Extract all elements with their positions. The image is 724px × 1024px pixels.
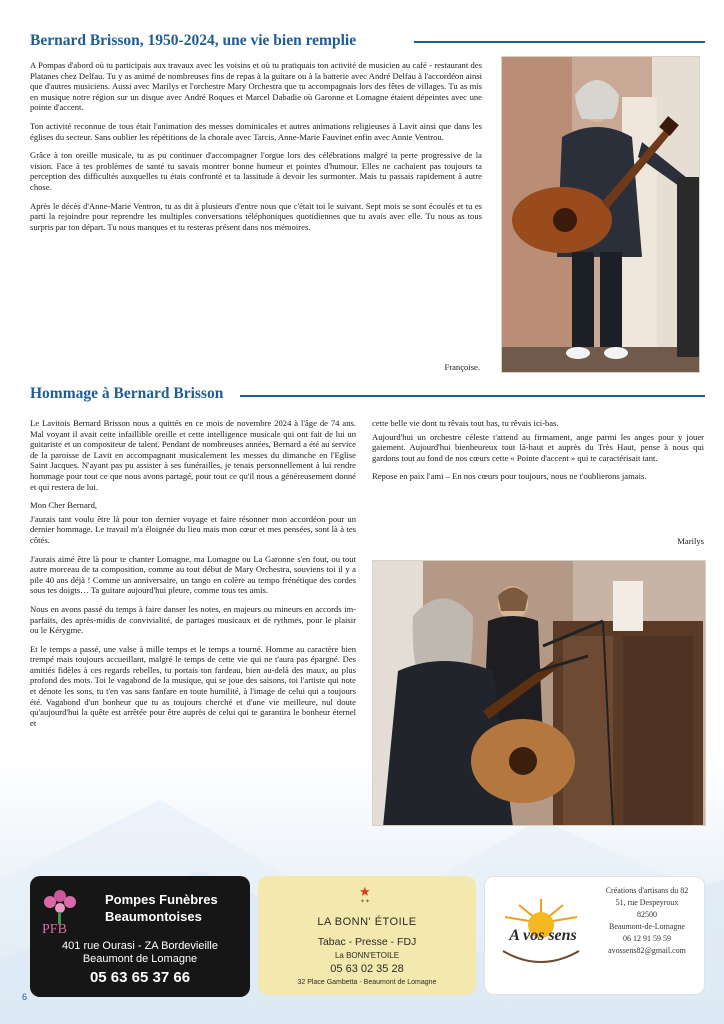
tabac-name: LA BONN' ÉTOILE — [317, 916, 417, 928]
funeral-city: Beaumont de Lomagne — [82, 953, 198, 965]
funeral-title-line2: Beaumontoises — [105, 909, 202, 924]
avossens-info — [591, 885, 703, 957]
page-number: 6 — [22, 992, 28, 1002]
article2-left-column — [30, 418, 356, 736]
article2-paragraph: J'aurais tant voulu être là pour ton dernier voyage et faire résonner mon accordéon pour un dernier hommage. Le travail m'a éloignée du lieu mais mon cœur et mes pensées, sont là à tes côtés. — [30, 513, 356, 545]
article2-paragraph: Le Lavitois Bernard Brisson nous a quittés en ce mois de novembre 2024 à l'âge de 74 ans. Mal voyant il avait cette infaillible oreille et cette intelligence musicale qui ont fait de lui un guitariste et un compositeur de talent. Pendant de nombreuses années, Bernard a été au service de la paroisse de Lavit en accompagnant musicalement les messes du dimanche en l'Eglise Saint Jacques. N'ayant pas pu assister à ses funérailles, je tenais personnellement à lui rendre hommage pour tout ce que nous avons partagé, pour tout ce qu'il nous a généreusement donné et qui restera de lui. — [30, 418, 356, 492]
article2-title: Hommage à Bernard Brisson — [30, 385, 224, 402]
avossens-line: 82500 — [637, 910, 657, 919]
article1-paragraph: Grâce à ton oreille musicale, tu as pu continuer d'accompagner l'orgue lors des célébrations malgré ta perte progressive de la vision. Face à tes problèmes de santé tu savais montrer bonne humeur et pointes d'humour. Elles ne cachaient pas toujours ta perception des difficultés auxquelles tu étais confronté et ta lassitude à devoir les surmonter. Mais tu passais rapidement à autre chose. — [30, 150, 482, 192]
tabac-activity: Tabac - Presse - FDJ — [317, 936, 417, 948]
article2-paragraph: J'aurais aimé être là pour te chanter Lomagne, ma Lomagne ou La Garonne s'en fout, ou tout autre morceau de ta composition, comme au tout début de Mary Orchestra, souviens toi il y a pile 40 ans déjà ! Comme un anniversaire, un tango en colère au tempo frénétique des cordes sous tes doigts… Ta guitare aujourd'hui pleure, comme tous tes amis. — [30, 553, 356, 596]
avossens-line: 51, rue Despeyroux — [615, 898, 679, 907]
avossens-line: Créations d'artisans du 82 — [605, 886, 689, 895]
star-icon: ★ — [359, 884, 371, 899]
article1-signature: Françoise. — [444, 362, 480, 372]
ad-pompes-funebres[interactable] — [30, 876, 250, 997]
tabac-subname: La BONN'ETOILE — [334, 951, 400, 960]
article2-paragraph: Repose en paix l'ami – En nos cœurs pour toujours, nous ne t'oublierons jamais. — [372, 471, 647, 482]
a-vos-sens-logo-text: A vos sens — [509, 927, 577, 944]
article1-paragraph: Ton activité reconnue de tous était l'animation des messes dominicales et autres animations religieuses à Lavit ainsi que dans les églises du secteur. Sans oublier les répétitions de la chorale avec Tarcis, Anne-Marie Fauvinet enfin avec Annie Ventrou. — [30, 120, 482, 142]
article2-paragraph: Et le temps a passé, une valse à mille temps et le temps a tourné. Homme au caractère bien trempé mais toujours accueillant, malgré le temps de cette vie qui ne t'aura pas épargné. Des amitiés fidèles à ces regards rebelles, tu portais ton fardeau, bien au-delà des maux, au plus profond des mots. Toi le vagabond de la musique, qui se joue des saisons, toi l'artiste qui note et dénote les sons, tu t'en vas sans fanfare en toute humilité, à l'image de celui qui a toujours été. Vagabond d'un bonheur que tu as toujours cherché et d'une vie meilleure, nul doute qu'aujourd'hui la quête est arrêtée pour être auprès de celui qui te garantira le bonheur éternel et — [30, 643, 356, 728]
funeral-address: 401 rue Ourasi - ZA Bordevieille — [62, 940, 218, 952]
article1-paragraph: Après le décès d'Anne-Marie Ventron, tu as dit à plusieurs d'entre nous que c'était toi le suivant. Sept mois se sont écoulés et tu es parti la rejoindre pour reprendre les multiples conversations téléphoniques quotidiennes que tu avais avec elle. Tu nous as tous surpris par ton départ. Tu nous manques et tu resteras présent dans nos mémoires. — [30, 200, 482, 232]
title-rule — [414, 41, 705, 43]
article2-right-column — [372, 418, 704, 490]
avossens-phone: 06 12 91 59 59 — [623, 934, 671, 943]
tabac-address: 32 Place Gambetta - Beaumont de Lomagne — [297, 979, 437, 986]
article2-salutation: Mon Cher Bernard, — [30, 500, 98, 511]
avossens-email[interactable]: avossens82@gmail.com — [608, 946, 686, 955]
article1-body — [30, 60, 482, 240]
sparkle-icon: ✦✦ — [360, 899, 371, 905]
photo-bernard-guitar — [501, 56, 700, 373]
ad-bonn-etoile[interactable] — [258, 876, 476, 995]
article1-paragraph: A Pompas d'abord où tu participais aux travaux avec les voisins et où tu pratiquais ton activité de musicien au café - restaurant des Platanes chez Delfau. Tu y as animé de nombreuses fins de repas à la guitare ou à la batterie avec André Delfau à l'accordéon ainsi que d'autres musiciens. Aussi avec Marilys et l'orchestre Mary Orchestra que tu accompagnais lors des fêtes de villages. Tu as mis en musique notre région sur un disque avec André Roques et Marcel Dabadie où Garonne et Lomagne étaient dépeintes avec une pointe d'accent. — [30, 60, 482, 113]
article1-title: Bernard Brisson, 1950-2024, une vie bien remplie — [30, 32, 357, 49]
pfb-logo — [38, 888, 100, 940]
article2-paragraph: Aujourd'hui un orchestre céleste t'attend au firmament, ange parmi les anges pour y jouer gaiement. Aujourd'hui bienheureux tout là-haut et auprès du Très Haut, pense à nous qui gardons tout au fond de nos cœurs cette « Pointe d'accent » qui te caractérisait tant. — [372, 431, 704, 463]
article2-signature: Marilys — [677, 536, 704, 546]
ad-a-vos-sens[interactable] — [484, 876, 705, 995]
funeral-phone: 05 63 65 37 66 — [89, 969, 191, 986]
title-rule — [240, 395, 705, 397]
pfb-logo-text: PFB — [42, 922, 67, 937]
article2-paragraph: Nous en avons passé du temps à faire danser les notes, en majeurs ou mineurs en accords im-parfaits, des après-midis de convivialité, de partages musicaux et de rythmes, pour le plaisir ou le Kérygme. — [30, 603, 356, 636]
funeral-title-line1: Pompes Funèbres — [105, 892, 218, 907]
tabac-phone: 05 63 02 35 28 — [330, 963, 404, 975]
photo-musicians-church — [372, 560, 706, 826]
article2-paragraph: cette belle vie dont tu rêvais tout bas, tu rêvais ici-bas. — [372, 418, 559, 428]
avossens-line: Beaumont-de-Lomagne — [609, 922, 685, 931]
a-vos-sens-logo — [489, 893, 593, 979]
